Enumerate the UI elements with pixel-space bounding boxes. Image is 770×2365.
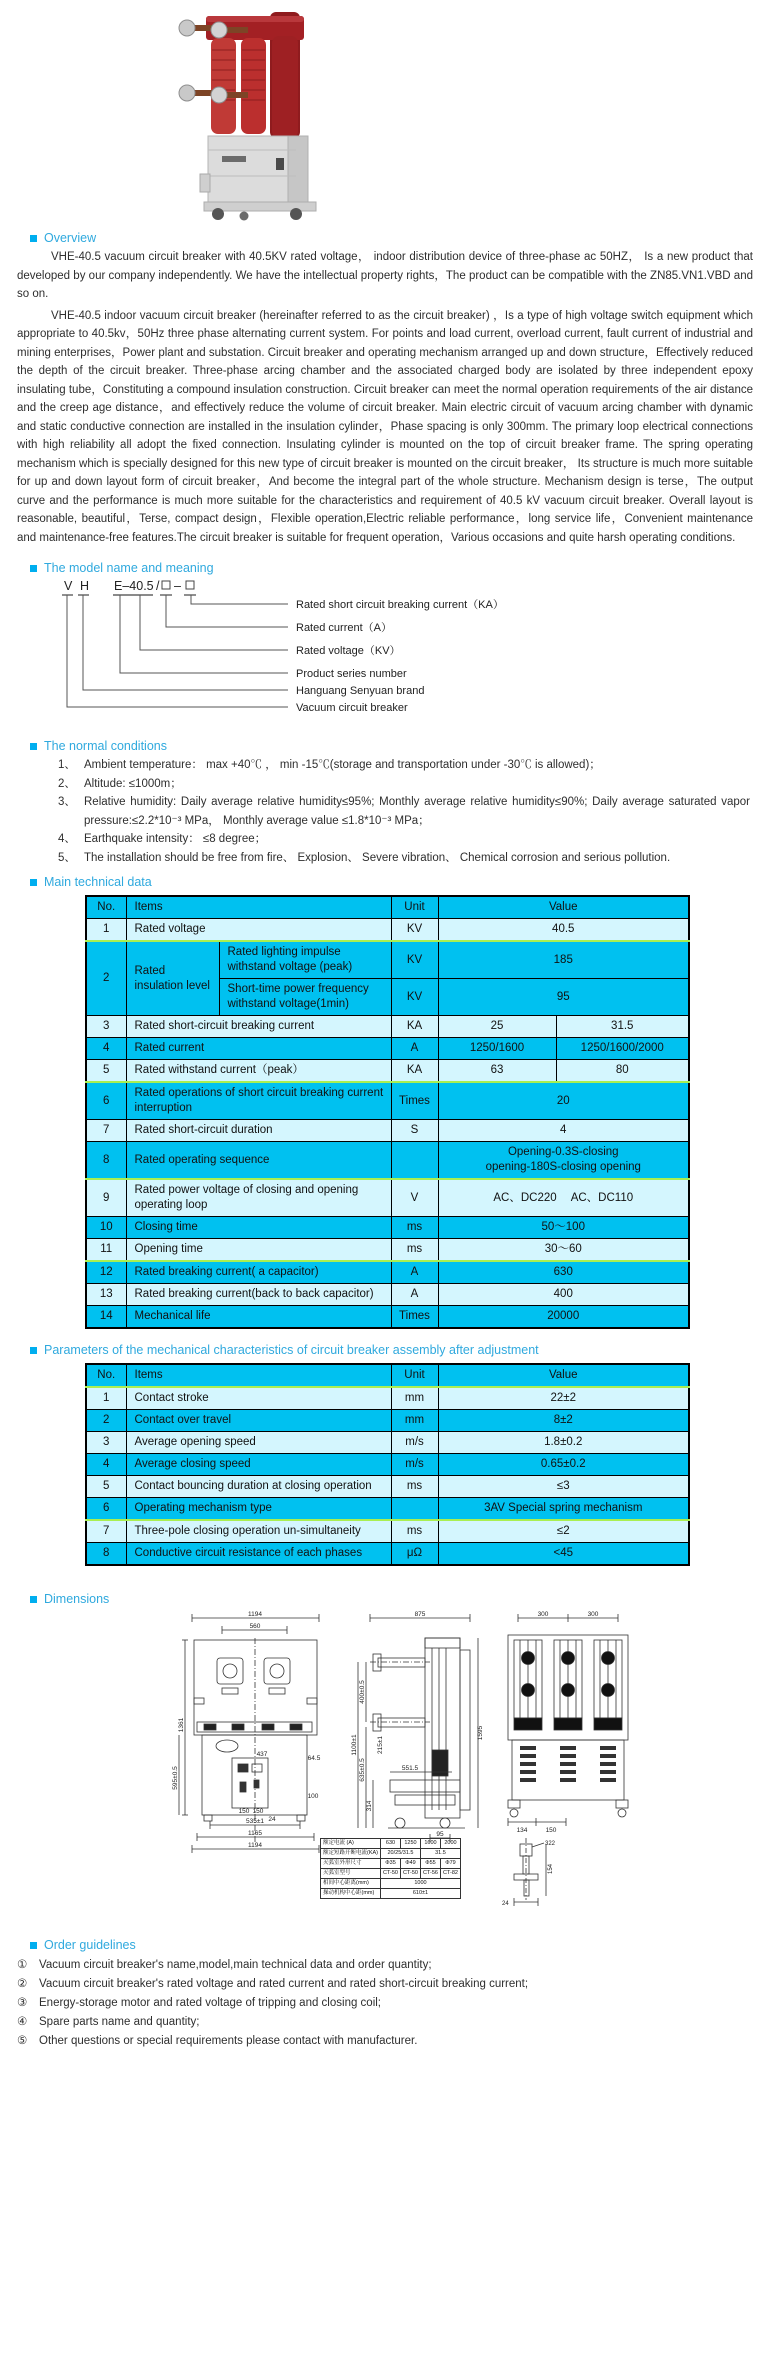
datasheet-page	[0, 6, 770, 2365]
cell-value: 31.5	[420, 1849, 460, 1859]
cell-subitem: Rated lighting impulse withstand voltage (peak)	[219, 941, 391, 979]
cell-unit: KV	[391, 979, 438, 1016]
section-heading-main-data	[30, 875, 770, 889]
bullet-square-icon	[30, 879, 37, 886]
svg-text:Vacuum circuit breaker: Vacuum circuit breaker	[296, 702, 408, 714]
svg-text:/: /	[156, 579, 160, 593]
table-header-row	[86, 896, 689, 919]
table-header-row	[86, 1364, 689, 1387]
cell-value: 40.5	[438, 919, 689, 942]
dimension-spec-table	[320, 1838, 461, 1899]
cell-no: 2	[86, 1410, 126, 1432]
cell-label: 相间中心距离(mm)	[321, 1879, 381, 1889]
cell-item: Contact over travel	[126, 1410, 391, 1432]
cell-value: 1600	[420, 1839, 440, 1849]
heading-label: Main technical data	[44, 875, 152, 889]
cell-no: 11	[86, 1239, 126, 1262]
section-heading-model	[30, 561, 770, 575]
cell-item: Rated breaking current(back to back capacitor)	[126, 1284, 391, 1306]
svg-text:300: 300	[537, 1611, 549, 1618]
cell-no: 10	[86, 1217, 126, 1239]
cell-value: 1250/1600	[438, 1038, 556, 1060]
cell-unit: m/s	[391, 1432, 438, 1454]
cell-no: 2	[86, 941, 126, 1016]
table-row	[86, 1387, 689, 1410]
svg-text:Hanguang Senyuan brand: Hanguang Senyuan brand	[296, 685, 425, 697]
cell-no: 7	[86, 1520, 126, 1543]
mechanical-parameters-table	[85, 1363, 690, 1566]
cell-unit: ms	[391, 1520, 438, 1543]
cell-label: 额定电流 (A)	[321, 1839, 381, 1849]
cell-no: 5	[86, 1476, 126, 1498]
list-item: 1、 Ambient temperature： max +40℃ ， min -15℃(storage and transportation under -30℃ is allowed)；	[58, 759, 601, 771]
cell-value: CT-50	[381, 1869, 401, 1879]
table-row	[86, 1038, 689, 1060]
list-item: ⑤ Other questions or special requirements please contact with manufacturer.	[17, 2035, 418, 2047]
normal-conditions-list	[58, 756, 750, 867]
cell-value: 0.65±0.2	[438, 1454, 689, 1476]
table-row	[86, 1239, 689, 1262]
cell-value: Φ49	[401, 1859, 421, 1869]
cell-value: ≤3	[438, 1476, 689, 1498]
cell-unit: S	[391, 1120, 438, 1142]
svg-text:100: 100	[307, 1793, 319, 1800]
table-row	[86, 919, 689, 942]
value-line: Opening-0.3S-closing	[507, 1146, 619, 1158]
cell-item: Conductive circuit resistance of each phases	[126, 1543, 391, 1566]
list-item: 5、 The installation should be free from fire、 Explosion、 Severe vibration、 Chemical corrosion and serious pollution.	[58, 851, 671, 864]
main-technical-table	[85, 895, 690, 1329]
svg-text:1194: 1194	[248, 1842, 262, 1849]
cell-label: 额定短路开断电流(KA)	[321, 1849, 381, 1859]
cell-item: Rated operating sequence	[126, 1142, 391, 1180]
cell-value: 1.8±0.2	[438, 1432, 689, 1454]
cell-value: 1250/1600/2000	[556, 1038, 689, 1060]
section-heading-parameters	[30, 1343, 770, 1357]
heading-label: Order guidelines	[44, 1938, 136, 1952]
cell-item: Average opening speed	[126, 1432, 391, 1454]
cell-value: Φ35	[381, 1859, 401, 1869]
svg-text:V: V	[64, 579, 73, 593]
bullet-square-icon	[30, 1942, 37, 1949]
cell-unit: A	[391, 1261, 438, 1284]
cell-no: 4	[86, 1038, 126, 1060]
section-heading-dimensions	[30, 1592, 770, 1606]
cell-value: <45	[438, 1543, 689, 1566]
front-view	[172, 1611, 321, 1853]
cell-value: CT-56	[420, 1869, 440, 1879]
rear-view	[508, 1611, 628, 1834]
cell-item: Rated withstand current（peak）	[126, 1060, 391, 1083]
product-photo-drawing	[178, 6, 348, 221]
table-row	[86, 1261, 689, 1284]
cell-value: 4	[438, 1120, 689, 1142]
cell-value: 8±2	[438, 1410, 689, 1432]
cell-item: Operating mechanism type	[126, 1498, 391, 1521]
cell-item: Mechanical life	[126, 1306, 391, 1329]
cell-value: 3AV Special spring mechanism	[438, 1498, 689, 1521]
svg-text:535±1: 535±1	[245, 1818, 265, 1825]
cell-unit	[391, 1498, 438, 1521]
svg-text:300: 300	[587, 1611, 599, 1618]
cell-item: Average closing speed	[126, 1454, 391, 1476]
svg-text:437: 437	[256, 1751, 268, 1758]
svg-text:322: 322	[545, 1841, 556, 1847]
table-row	[86, 1082, 689, 1120]
rear-pole-columns	[514, 1640, 622, 1730]
cell-unit: KA	[391, 1060, 438, 1083]
cell-unit: A	[391, 1038, 438, 1060]
table-row	[86, 941, 689, 979]
cell-no: 14	[86, 1306, 126, 1329]
cell-unit	[391, 1142, 438, 1180]
cell-unit: V	[391, 1179, 438, 1217]
cell-value: ≤2	[438, 1520, 689, 1543]
cell-item: Contact bouncing duration at closing operation	[126, 1476, 391, 1498]
list-item: ③ Energy-storage motor and rated voltage of tripping and closing coil;	[17, 1997, 382, 2009]
svg-text:150: 150	[545, 1827, 557, 1834]
cell-no: 8	[86, 1543, 126, 1566]
cell-value: 25	[438, 1016, 556, 1038]
cell-value: 610±1	[381, 1889, 461, 1899]
cell-value: 1250	[401, 1839, 421, 1849]
svg-text:314: 314	[366, 1800, 373, 1812]
cell-item: Rated short-circuit duration	[126, 1120, 391, 1142]
heading-label: Overview	[44, 231, 97, 245]
cell-no: 6	[86, 1498, 126, 1521]
list-item: 3、 Relative humidity: Daily average relative humidity≤95%; Monthly average relative humidity≤90%; Daily average saturated vapor pressure:≤2.2*10⁻³ MPa， Monthly average value ≤1.8*10⁻³ MPa；	[58, 796, 750, 827]
cell-label: 操动机构中心距(mm)	[321, 1889, 381, 1899]
table-row	[86, 1410, 689, 1432]
cell-unit: m/s	[391, 1454, 438, 1476]
detail-part-view	[502, 1838, 556, 1907]
svg-text:–: –	[174, 579, 181, 593]
heading-label: The model name and meaning	[44, 561, 214, 575]
overview-paragraph-2: VHE-40.5 indoor vacuum circuit breaker (hereinafter referred to as the circuit breaker) ，Is a type of high voltage switch equipment which appropriate to 40.5kv，50Hz three phase alternating current system. For points and load current, overload current, fault current of industrial and mining enterprises，Power plant and substation. Circuit breaker and operating mechanism arranged up and down structure，Effectively reduced the depth of the circuit breaker. Three-phase arcing chamber and the associated charged body are isolated by three independent epoxy insulating tube，Constituting a compound insulation construction. Circuit breaker can meet the normal operation requirements of the air distance and the creep age distance，and effectively reduce the volume of circuit breaker. Main electric circuit of vacuum arcing chamber with dynamic and static conductive connection are installed in the insulation cylinder，Phase spacing is only 300mm. The primary loop electrical connections with high reliability all adopt the fixed connection. Insulating cylinder is mounted on the top of circuit breaker frame. The spring operating mechanism which is specially designed for this new type of circuit breaker is mounted on the circuit breaker， Its structure is much more suitable for up and down layout form of circuit breaker，And become the integral part of the whole structure. Mechanism design is terse，The output curve and the performance is much more suitable for the characteristics and requirement of 40.5 kV vacuum circuit breaker. Overall layout is reasonable, beautiful，Terse, compact design，Flexible operation,Electric reliable performance，long service life，Convenient maintenance and maintenance-free features.The circuit breaker is suitable for frequent operation，Various occasions and quite harsh operating conditions.	[17, 309, 753, 544]
cell-value: 2000	[440, 1839, 460, 1849]
table-row	[86, 1217, 689, 1239]
svg-text:400±0.5: 400±0.5	[359, 1680, 366, 1704]
svg-text:H: H	[80, 579, 90, 593]
cell-value	[438, 1142, 689, 1180]
heading-label: Dimensions	[44, 1592, 110, 1606]
cell-no: 3	[86, 1432, 126, 1454]
header-value: Value	[438, 1364, 689, 1387]
cell-no: 1	[86, 919, 126, 942]
cell-unit: A	[391, 1284, 438, 1306]
table-row	[86, 1520, 689, 1543]
svg-text:Product series number: Product series number	[296, 668, 407, 680]
svg-text:154: 154	[548, 1863, 554, 1874]
cell-value: 20000	[438, 1306, 689, 1329]
svg-text:551.5: 551.5	[401, 1765, 419, 1772]
cell-no: 5	[86, 1060, 126, 1083]
cell-value: 50～100	[438, 1217, 689, 1239]
svg-text:95: 95	[436, 1831, 444, 1838]
svg-text:1595: 1595	[477, 1725, 484, 1741]
cell-unit: mm	[391, 1387, 438, 1410]
value-line: opening-180S-closing opening	[485, 1161, 641, 1173]
cell-value: AC、DC220 AC、DC110	[438, 1179, 689, 1217]
header-value: Value	[438, 896, 689, 919]
cell-no: 1	[86, 1387, 126, 1410]
product-photo	[178, 6, 348, 221]
bullet-square-icon	[30, 743, 37, 750]
svg-text:Rated short circuit breaking c: Rated short circuit breaking current（KA）	[296, 599, 504, 611]
cell-no: 13	[86, 1284, 126, 1306]
cell-value: Φ79	[440, 1859, 460, 1869]
cell-unit: mm	[391, 1410, 438, 1432]
cell-no: 8	[86, 1142, 126, 1180]
header-no: No.	[86, 1364, 126, 1387]
cell-unit: KA	[391, 1016, 438, 1038]
model-labels	[296, 598, 504, 714]
svg-text:150: 150	[252, 1808, 264, 1815]
cell-no: 12	[86, 1261, 126, 1284]
bullet-square-icon	[30, 565, 37, 572]
table-row	[86, 1454, 689, 1476]
cell-item: Rated breaking current( a capacitor)	[126, 1261, 391, 1284]
table-row	[321, 1839, 461, 1849]
table-row	[86, 1306, 689, 1329]
cell-value: 1000	[381, 1879, 461, 1889]
cell-item: Closing time	[126, 1217, 391, 1239]
bullet-square-icon	[30, 1347, 37, 1354]
cell-unit: Times	[391, 1082, 438, 1120]
cell-unit: μΩ	[391, 1543, 438, 1566]
header-items: Items	[126, 1364, 391, 1387]
cell-no: 3	[86, 1016, 126, 1038]
order-guidelines-list	[17, 1956, 750, 2051]
section-heading-normal-conditions	[30, 739, 770, 753]
cell-item: Rated power voltage of closing and opening operating loop	[126, 1179, 391, 1217]
header-no: No.	[86, 896, 126, 919]
table-row	[321, 1879, 461, 1889]
cell-value: 630	[438, 1261, 689, 1284]
cell-label: 灭弧室外形尺寸	[321, 1859, 381, 1869]
cell-no: 7	[86, 1120, 126, 1142]
side-view	[351, 1611, 484, 1842]
svg-text:24: 24	[268, 1816, 276, 1823]
dimension-drawings	[172, 1610, 658, 1910]
cell-item: Rated short-circuit breaking current	[126, 1016, 391, 1038]
header-unit: Unit	[391, 1364, 438, 1387]
cell-item: Rated insulation level	[126, 941, 219, 1016]
table-row	[321, 1889, 461, 1899]
cell-value: 30～60	[438, 1239, 689, 1262]
cell-value: CT-82	[440, 1869, 460, 1879]
cell-no: 9	[86, 1179, 126, 1217]
header-items: Items	[126, 896, 391, 919]
cell-value: 400	[438, 1284, 689, 1306]
table-row	[321, 1849, 461, 1859]
cell-unit: ms	[391, 1239, 438, 1262]
model-diagram	[40, 578, 770, 733]
cell-unit: Times	[391, 1306, 438, 1329]
cell-no: 4	[86, 1454, 126, 1476]
svg-text:24: 24	[502, 1901, 509, 1907]
cell-value: 22±2	[438, 1387, 689, 1410]
list-item: ② Vacuum circuit breaker's rated voltage and rated current and rated short-circuit breaking current;	[17, 1978, 529, 1990]
cell-value: 185	[438, 941, 689, 979]
cell-value: 630	[381, 1839, 401, 1849]
cell-label: 灭弧室型号	[321, 1869, 381, 1879]
section-heading-overview	[30, 231, 770, 245]
cell-item: Rated operations of short circuit breaking current interruption	[126, 1082, 391, 1120]
cell-value: 20	[438, 1082, 689, 1120]
cell-subitem: Short-time power frequency withstand voltage(1min)	[219, 979, 391, 1016]
model-meaning-drawing	[40, 578, 740, 728]
header-unit: Unit	[391, 896, 438, 919]
svg-text:875: 875	[414, 1611, 426, 1618]
svg-text:1194: 1194	[248, 1611, 262, 1618]
cell-item: Rated voltage	[126, 919, 391, 942]
overview-paragraph-1: VHE-40.5 vacuum circuit breaker with 40.5KV rated voltage， indoor distribution device of three-phase ac 50HZ， Is a new product that developed by our company independently. We have the intellectual property rights，The product can be compatible with the ZN85.VN1.VBD and so on.	[17, 251, 753, 300]
cell-unit: KV	[391, 941, 438, 979]
cell-value: Φ55	[420, 1859, 440, 1869]
table-row	[86, 1543, 689, 1566]
svg-text:215±1: 215±1	[377, 1735, 384, 1755]
table-row	[86, 1142, 689, 1180]
cell-item: Contact stroke	[126, 1387, 391, 1410]
cell-item: Rated current	[126, 1038, 391, 1060]
table-row	[321, 1859, 461, 1869]
mechanism-cabinet	[200, 136, 316, 221]
cell-value: CT-50	[401, 1869, 421, 1879]
model-connector-lines	[67, 595, 288, 707]
list-item: 2、 Altitude: ≤1000m；	[58, 777, 182, 790]
svg-text:150: 150	[238, 1808, 250, 1815]
cell-unit: KV	[391, 919, 438, 942]
cell-item: Opening time	[126, 1239, 391, 1262]
table-row	[86, 1120, 689, 1142]
cell-value: 20/25/31.5	[381, 1849, 421, 1859]
cell-unit: ms	[391, 1476, 438, 1498]
svg-text:E–40.5: E–40.5	[114, 579, 154, 593]
svg-text:595±0.5: 595±0.5	[172, 1766, 179, 1790]
table-row	[86, 1284, 689, 1306]
rear-vents	[520, 1746, 616, 1782]
bullet-square-icon	[30, 235, 37, 242]
table-row	[86, 1016, 689, 1038]
table-row	[86, 1498, 689, 1521]
table-row	[86, 1060, 689, 1083]
svg-text:1165: 1165	[248, 1830, 262, 1837]
cell-value: 63	[438, 1060, 556, 1083]
cell-no: 6	[86, 1082, 126, 1120]
svg-text:64.5: 64.5	[307, 1755, 321, 1762]
cell-value: 80	[556, 1060, 689, 1083]
svg-text:Rated voltage（KV）: Rated voltage（KV）	[296, 645, 401, 657]
bullet-square-icon	[30, 1596, 37, 1603]
cell-value: 95	[438, 979, 689, 1016]
table-row	[86, 1432, 689, 1454]
heading-label: Parameters of the mechanical characteristics of circuit breaker assembly after adjustment	[44, 1343, 539, 1357]
section-heading-order-guidelines	[30, 1938, 770, 1952]
list-item: ① Vacuum circuit breaker's name,model,main technical data and order quantity;	[17, 1959, 432, 1971]
heading-label: The normal conditions	[44, 739, 167, 753]
svg-text:Rated current（A）: Rated current（A）	[296, 622, 392, 634]
side-dim-labels	[351, 1611, 484, 1838]
table-row	[321, 1869, 461, 1879]
list-item: ④ Spare parts name and quantity;	[17, 2016, 200, 2028]
table-row	[86, 1476, 689, 1498]
svg-text:1100±1: 1100±1	[351, 1734, 358, 1756]
svg-text:1361: 1361	[178, 1717, 185, 1733]
svg-text:134: 134	[516, 1827, 528, 1834]
cell-item: Three-pole closing operation un-simultaneity	[126, 1520, 391, 1543]
cell-unit: ms	[391, 1217, 438, 1239]
svg-text:560: 560	[249, 1623, 261, 1630]
table-row	[86, 1179, 689, 1217]
svg-text:635±0.5: 635±0.5	[359, 1758, 366, 1782]
cell-value: 31.5	[556, 1016, 689, 1038]
list-item: 4、 Earthquake intensity： ≤8 degree；	[58, 833, 267, 845]
